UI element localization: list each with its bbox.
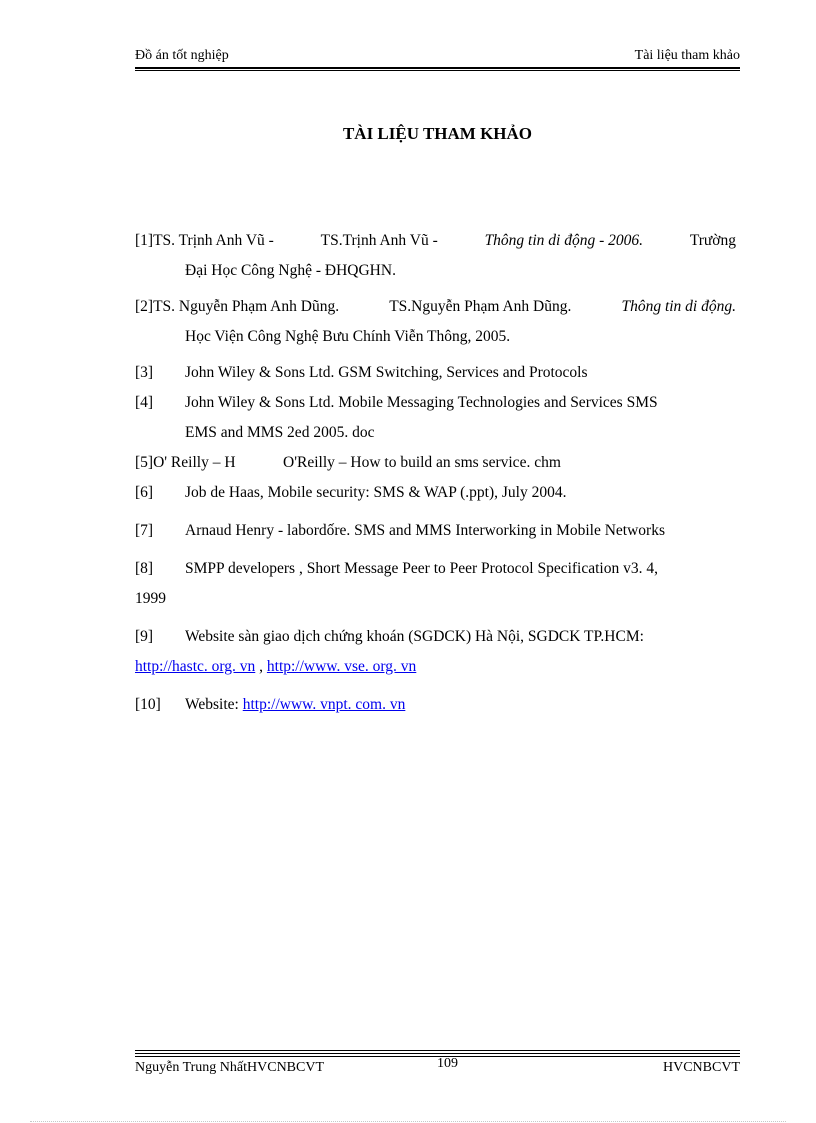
- ref-3-text: John Wiley & Sons Ltd. GSM Switching, Services and Protocols: [185, 364, 588, 381]
- ref-6-text: Job de Haas, Mobile security: SMS & WAP (.ppt), July 2004.: [185, 484, 567, 501]
- ref-4-line1: John Wiley & Sons Ltd. Mobile Messaging Technologies and Services SMS: [185, 394, 658, 411]
- ref-9-num: [9]: [135, 628, 154, 645]
- ref-1-line2: Đại Học Công Nghệ - ĐHQGHN.: [185, 262, 396, 279]
- ref-8-num: [8]: [135, 560, 154, 577]
- ref-4-num: [4]: [135, 394, 154, 411]
- ref-2-author: TS.Nguyễn Phạm Anh Dũng.: [389, 298, 572, 315]
- ref-2-line2: Học Viện Công Nghệ Bưu Chính Viễn Thông, 2005.: [185, 328, 511, 345]
- reference-3: [135, 358, 736, 388]
- ref-9-separator: ,: [255, 658, 267, 675]
- page-number: 109: [437, 1056, 458, 1071]
- ref-5-num: [5]O' Reilly – H: [135, 454, 236, 471]
- reference-8: [135, 554, 736, 614]
- reference-1: [135, 226, 736, 286]
- reference-5: [135, 448, 736, 478]
- ref-9-line1: Website sàn giao dịch chứng khoán (SGDCK) Hà Nội, SGDCK TP.HCM:: [185, 628, 644, 645]
- header-rule-thin: [135, 70, 740, 71]
- ref-9-link-hastc[interactable]: http://hastc. org. vn: [135, 658, 256, 675]
- reference-10: [135, 690, 736, 720]
- footer-right: HVCNBCVT: [662, 1060, 740, 1075]
- ref-2-num: [2]TS. Nguyễn Phạm Anh Dũng.: [135, 298, 340, 315]
- ref-10-link-vnpt[interactable]: http://www. vnpt. com. vn: [242, 696, 406, 713]
- ref-9-link-vse[interactable]: http://www. vse. org. vn: [266, 658, 417, 675]
- ref-6-num: [6]: [135, 484, 154, 501]
- reference-list: [135, 226, 736, 720]
- page-title: TÀI LIỆU THAM KHẢO: [342, 124, 533, 143]
- ref-7-num: [7]: [135, 522, 154, 539]
- ref-5-text: O'Reilly – How to build an sms service. chm: [283, 454, 561, 471]
- footer-rule-middle: [135, 1053, 740, 1054]
- header-left: Đồ án tốt nghiệp: [135, 48, 229, 63]
- ref-1-author: TS.Trịnh Anh Vũ -: [320, 232, 438, 249]
- footer-rule-top: [135, 1050, 740, 1051]
- ref-1-rest: Trường: [689, 232, 736, 249]
- header-rule: [135, 67, 740, 69]
- ref-4-line2: EMS and MMS 2ed 2005. doc: [185, 424, 375, 441]
- page-bottom-edge: [30, 1121, 786, 1122]
- ref-3-num: [3]: [135, 364, 154, 381]
- ref-8-line1: SMPP developers , Short Message Peer to Peer Protocol Specification v3. 4,: [185, 560, 658, 577]
- footer-author: Nguyễn Trung NhấtHVCNBCVT: [135, 1060, 325, 1075]
- page-header: [135, 48, 740, 64]
- ref-1-title: Thông tin di động - 2006.: [484, 232, 644, 249]
- page-footer: [135, 1058, 740, 1076]
- ref-7-text: Arnaud Henry - labordốre. SMS and MMS Interworking in Mobile Networks: [185, 522, 666, 539]
- ref-2-title: Thông tin di động.: [621, 298, 736, 315]
- ref-1-num: [1]TS. Trịnh Anh Vũ -: [135, 232, 274, 249]
- reference-9: [135, 622, 736, 682]
- ref-10-num: [10]: [135, 696, 161, 713]
- reference-7: [135, 516, 736, 546]
- reference-6: [135, 478, 736, 508]
- ref-10-label: Website:: [185, 696, 243, 713]
- header-right: Tài liệu tham khảo: [634, 48, 740, 63]
- reference-2: [135, 292, 736, 352]
- ref-8-line2: 1999: [135, 590, 166, 607]
- reference-4: [135, 388, 736, 448]
